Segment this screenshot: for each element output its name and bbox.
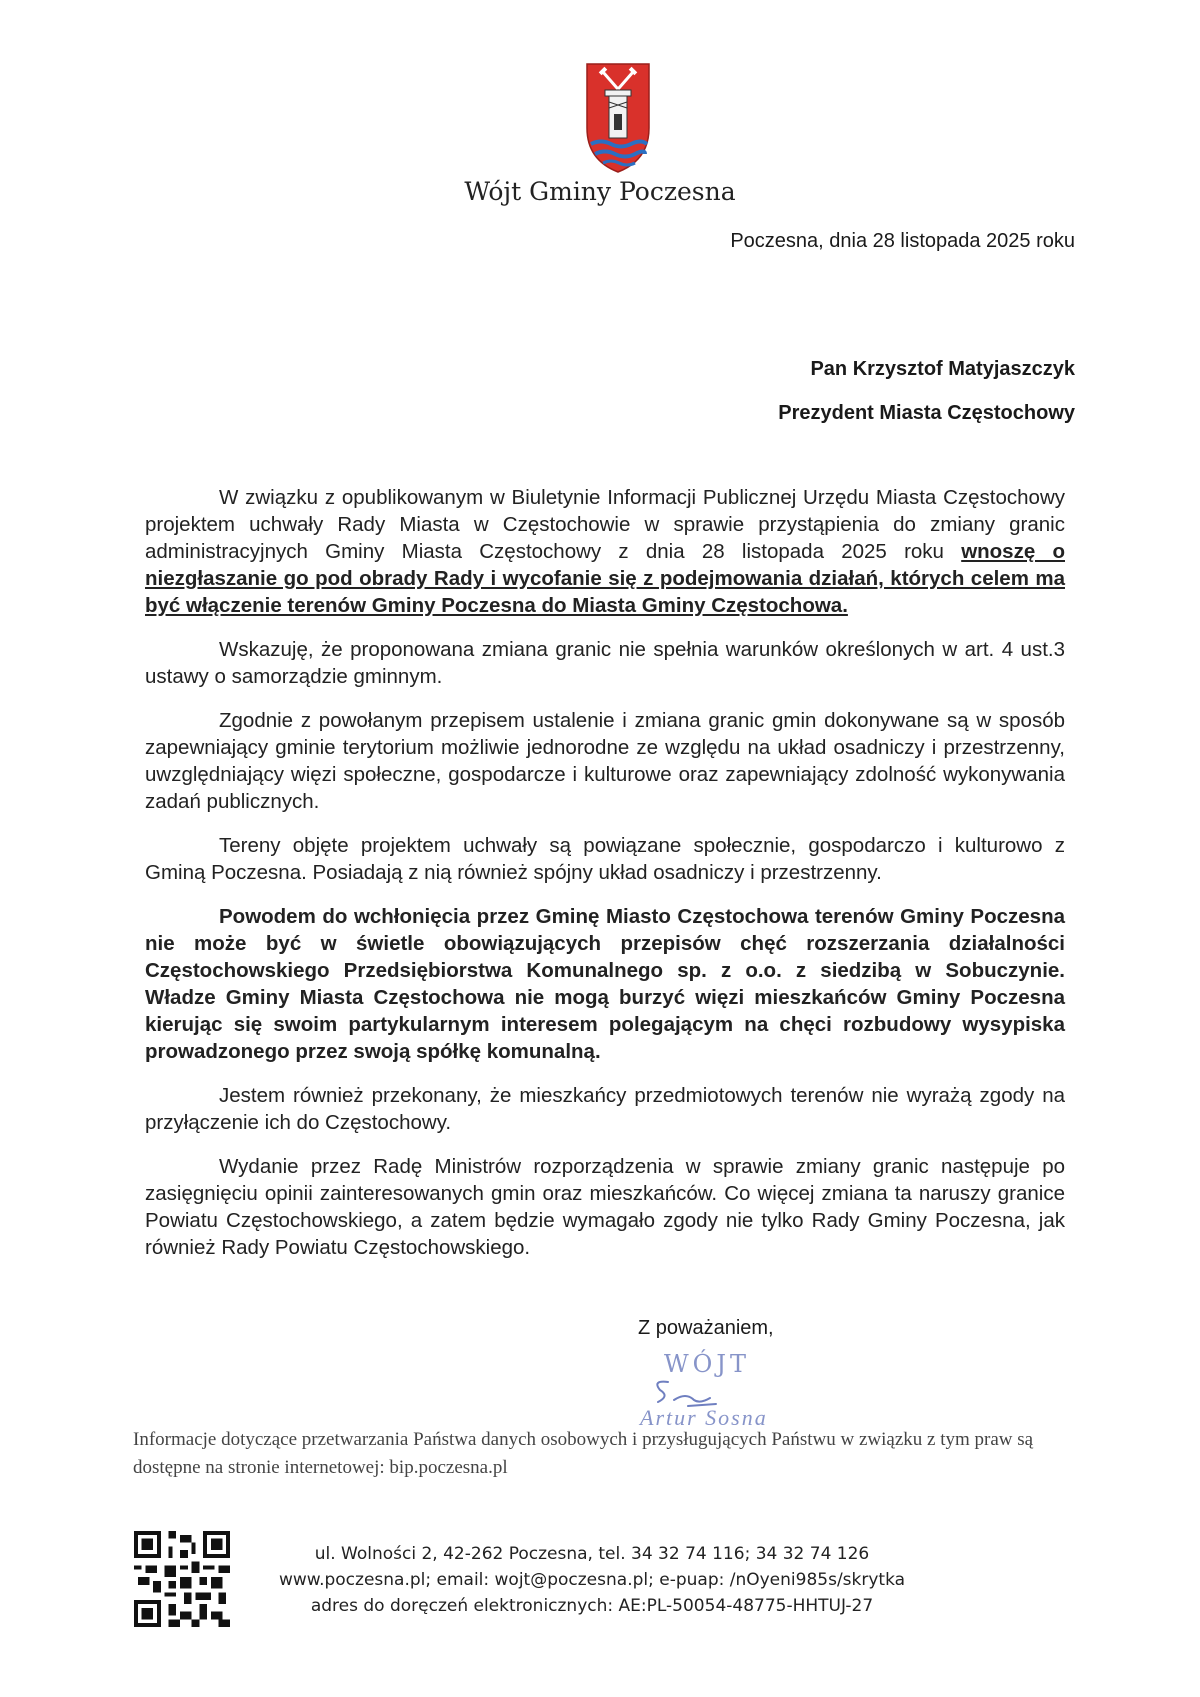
signature-stamp-title: WÓJT — [664, 1350, 750, 1378]
footer-contact — [262, 1541, 922, 1619]
coat-of-arms-icon — [585, 62, 651, 174]
recipient-role: Prezydent Miasta Częstochowy — [778, 402, 1075, 424]
paragraph-6: Jestem również przekonany, że mieszkańcy przedmiotowych terenów nie wyrażą zgody na przyłączenie ich do Częstochowy. — [145, 1084, 1065, 1134]
paragraph-1-emphasis: wnoszę o niezgłaszanie go pod obrady Rady i wycofanie się z podejmowania działań, których celem ma być włączenie terenów Gminy Poczesna do Miasta Gminy Częstochowa. — [145, 540, 1065, 617]
qr-code-icon — [134, 1531, 230, 1627]
paragraph-5: Powodem do wchłonięcia przez Gminę Miasto Częstochowa terenów Gminy Poczesna nie może być w świetle obowiązujących przepisów chęć rozszerzania działalności Częstochowskiego Przedsiębiorstwa Komunalnego sp. z o.o. z siedzibą w Sobuczynie. Władze Gminy Miasta Częstochowa nie mogą burzyć więzi mieszkańców Gminy Poczesna kierując się swoim partykularnym interesem polegającym na chęci rozbudowy wysypiska prowadzonego przez swoją spółkę komunalną. — [145, 905, 1065, 1063]
organization-title: Wójt Gminy Poczesna — [464, 177, 736, 206]
paragraph-3: Zgodnie z powołanym przepisem ustalenie i zmiana granic gmin dokonywane są w sposób zapewniający gminie terytorium możliwie jednorodne ze względu na układ osadniczy i przestrzenny, uwzględniający więzi społeczne, gospodarcze i kulturowe oraz zapewniający zdolność wykonywania zadań publicznych. — [145, 709, 1065, 813]
footer-web-email: www.poczesna.pl; email: wojt@poczesna.pl; e-puap: /nOyeni985s/skrytka — [278, 1570, 906, 1590]
paragraph-4: Tereny objęte projektem uchwały są powiązane społecznie, gospodarczo i kulturowo z Gminą Poczesna. Posiadają z nią również spójny układ osadniczy i przestrzenny. — [145, 834, 1065, 884]
signature-stamp-name: Artur Sosna — [640, 1405, 768, 1430]
paragraph-2: Wskazuję, że proponowana zmiana granic nie spełnia warunków określonych w art. 4 ust.3 ustawy o samorządzie gminnym. — [145, 638, 1065, 688]
gdpr-note: Informacje dotyczące przetwarzania Państwa danych osobowych i przysługujących Państwu w związku z tym praw są dostępne na stronie internetowej: bip.poczesna.pl — [133, 1429, 1034, 1478]
footer-address: ul. Wolności 2, 42-262 Poczesna, tel. 34 32 74 116; 34 32 74 126 — [314, 1544, 870, 1564]
paragraph-1 — [145, 484, 1065, 619]
letter-body — [145, 484, 1065, 1278]
closing-salutation: Z poważaniem, — [638, 1317, 774, 1339]
paragraph-7: Wydanie przez Radę Ministrów rozporządzenia w sprawie zmiany granic następuje po zasięgnięciu opinii zainteresowanych gmin oraz mieszkańców. Co więcej zmiana ta naruszy granice Powiatu Częstochowskiego, a zatem będzie wymagało zgody nie tylko Rady Gminy Poczesna, jak również Rady Powiatu Częstochowskiego. — [145, 1155, 1065, 1259]
place-and-date: Poczesna, dnia 28 listopada 2025 roku — [730, 230, 1075, 252]
paragraph-1-text: W związku z opublikowanym w Biuletynie Informacji Publicznej Urzędu Miasta Częstochowy projektem uchwały Rady Miasta w Częstochowie w sprawie przystąpienia do zmiany granic administracyjnych Gminy Miasta Częstochowy z dnia 28 listopada 2025 roku — [145, 486, 1065, 563]
footer-e-delivery: adres do doręczeń elektronicznych: AE:PL-50054-48775-HHTUJ-27 — [310, 1596, 874, 1616]
recipient-name: Pan Krzysztof Matyjaszczyk — [810, 358, 1075, 380]
